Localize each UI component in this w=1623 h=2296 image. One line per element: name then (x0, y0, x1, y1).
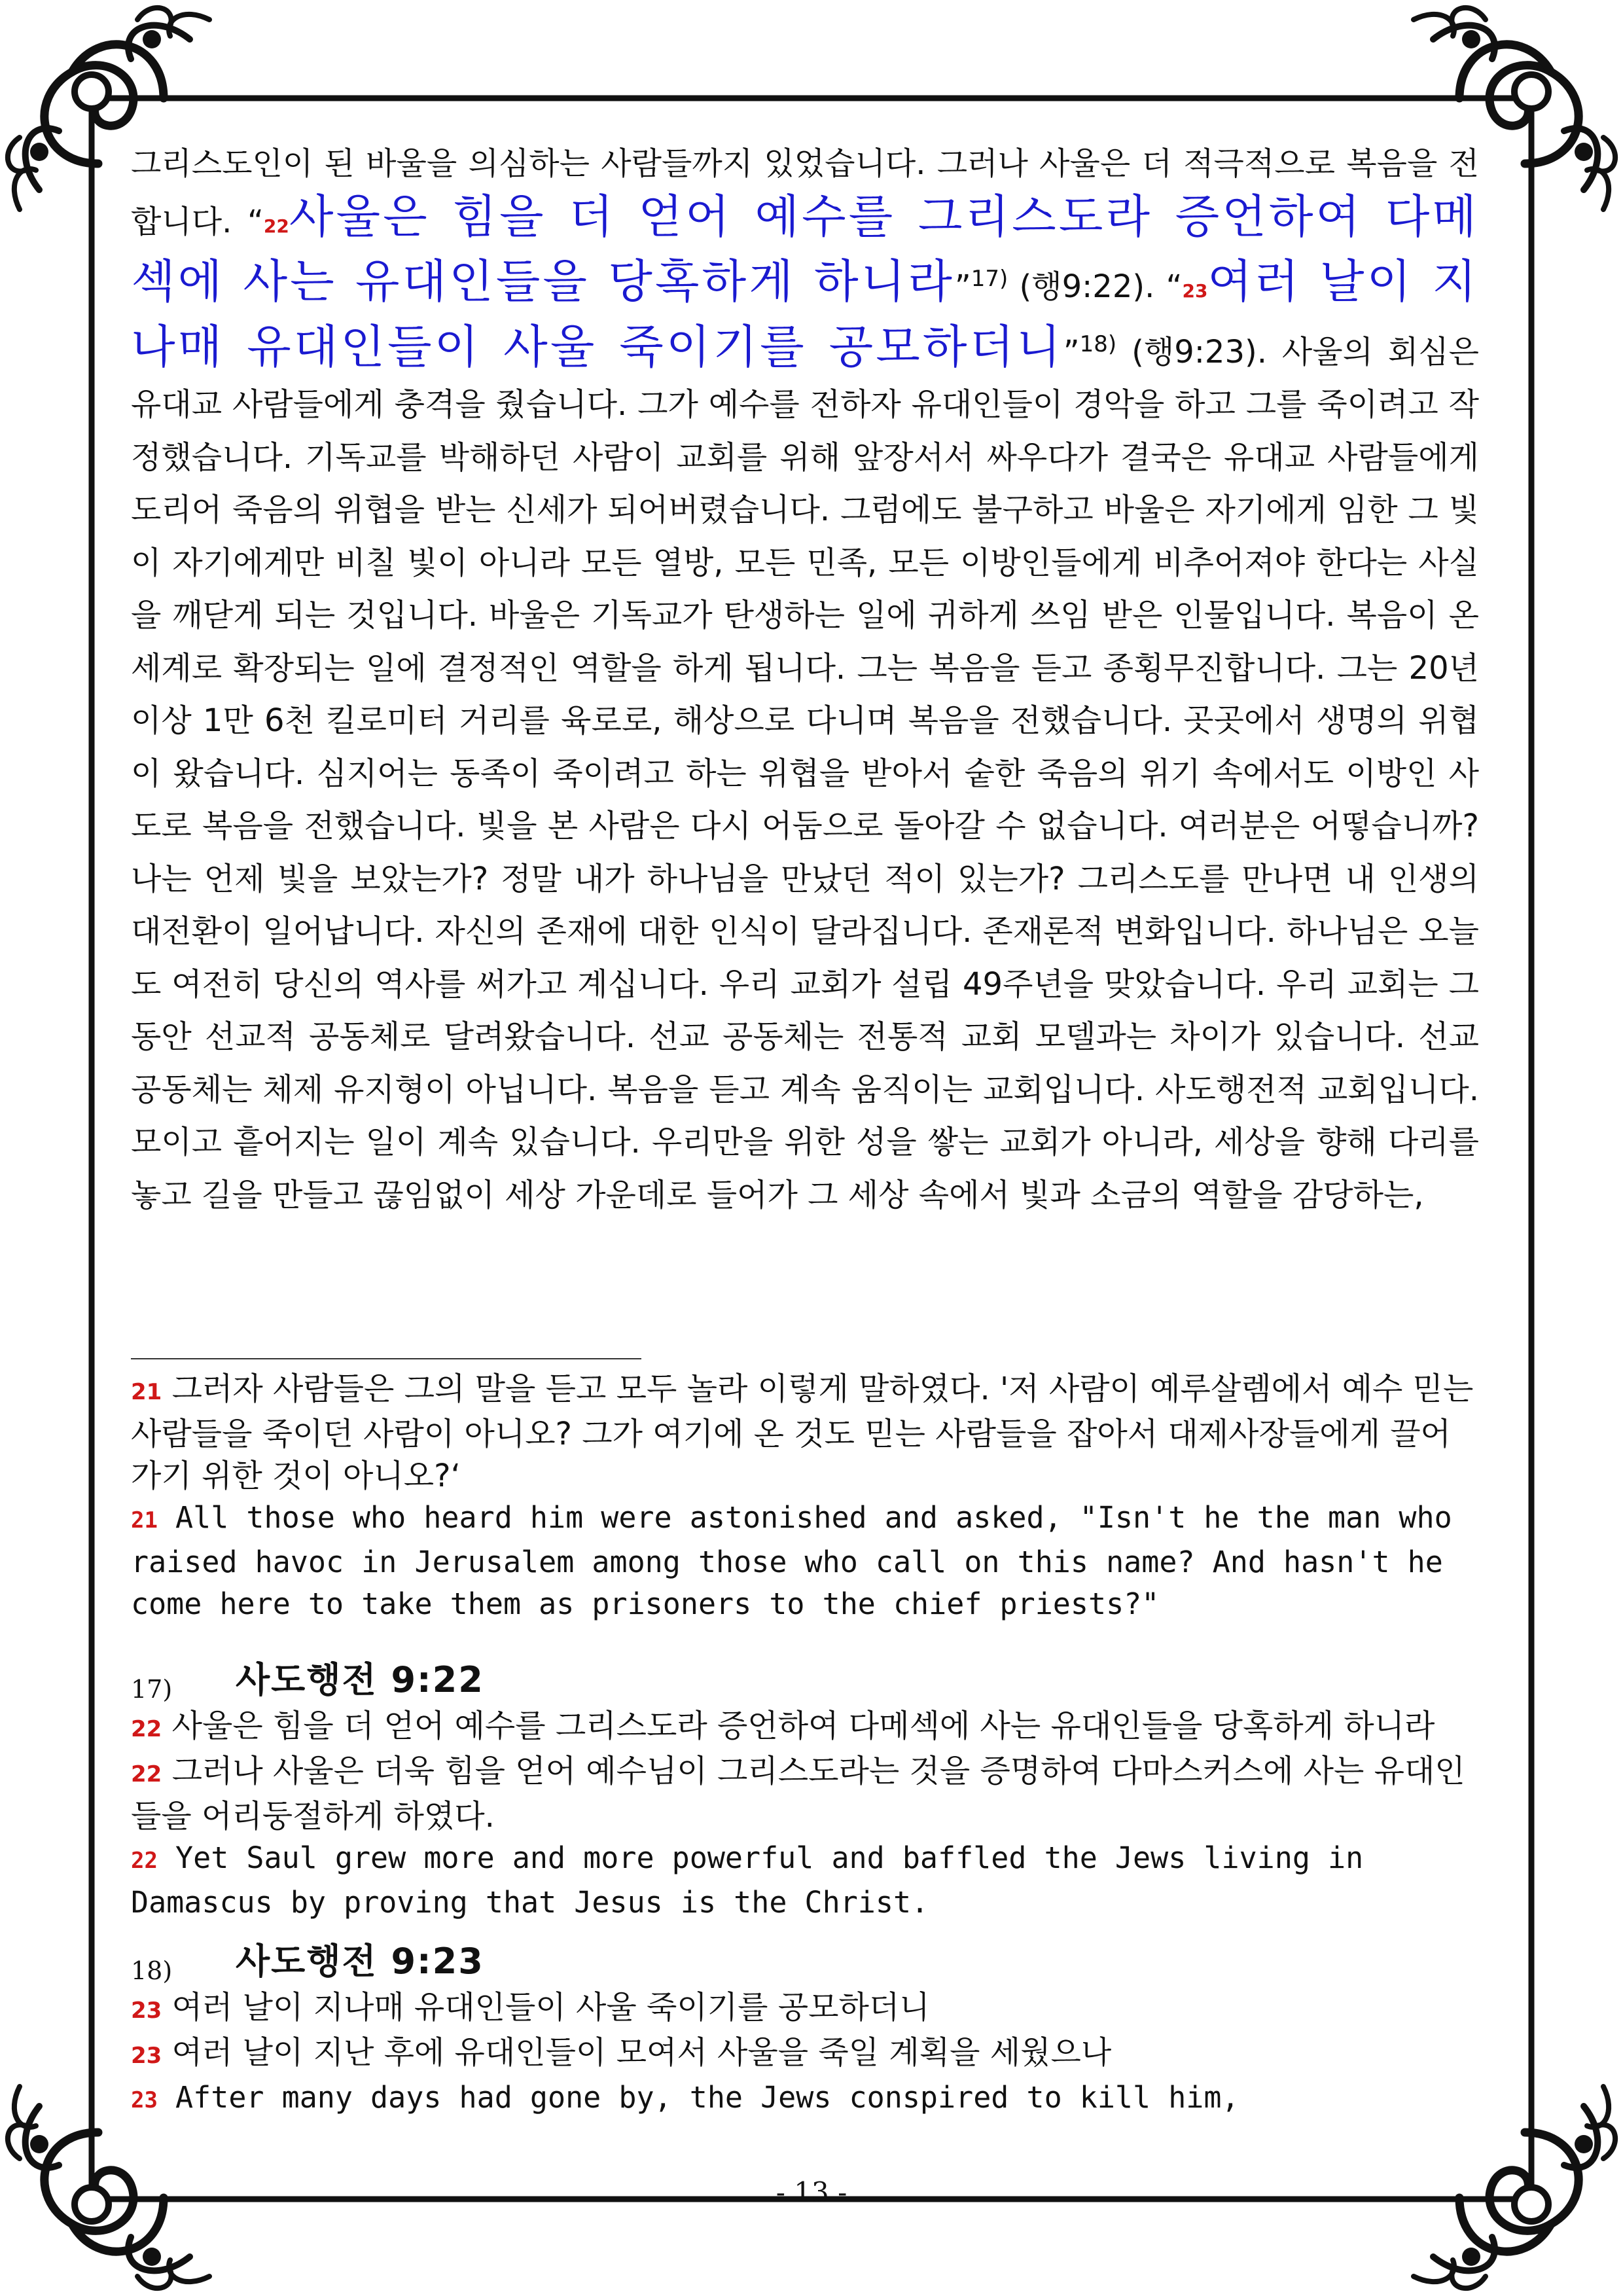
footnote-line (131, 2032, 1479, 2077)
verse-number: 22 (131, 1848, 158, 1874)
footnote-line (131, 2077, 1479, 2121)
footnote-heading (131, 1659, 1479, 1705)
footnote-marker[interactable]: 17) (971, 266, 1008, 292)
quote-mark: ” (1063, 333, 1080, 370)
verse-number: 21 (131, 1379, 162, 1405)
footnote-text: 사울은 힘을 더 얻어 예수를 그리스도라 증언하여 다메섹에 사는 유대인들을 당혹하게 하니라 (162, 1708, 1435, 1744)
scripture-quote: 여러 날이 지나매 유대인들이 사울 죽이기를 공모하더니 (131, 255, 1479, 374)
footnote-text: After many days had gone by, the Jews conspired to kill him, (157, 2080, 1240, 2115)
footnote-line (131, 1750, 1479, 1837)
footnote-text: 그러자 사람들은 그의 말을 듣고 모두 놀라 이렇게 말하였다. '저 사람이 예루살렘에서 예수 믿는 사람들을 죽이던 사람이 아니오? 그가 여기에 온 것도 믿는 사람들을 잡아서 대제사장들에게 끌어가기 위한 것이 아니오?‘ (131, 1371, 1474, 1494)
footnote-line (131, 1705, 1479, 1750)
verse-number: 22 (131, 1716, 162, 1742)
body-text: 사울의 회심은 유대교 사람들에게 충격을 줬습니다. 그가 예수를 전하자 유대인들이 경악을 하고 그를 죽이려고 작정했습니다. 기독교를 박해하던 사람이 교회를 위해 앞장서서 싸우다가 결국은 유대교 사람들에게 도리어 죽음의 위협을 받는 신세가 되어버렸습니다. 그럼에도 불구하고 바울은 자기에게 임한 그 빛이 자기에게만 비칠 빛이 아니라 모든 열방, 모든 민족, 모든 이방인들에게 비추어져야 한다는 사실을 깨닫게 되는 것입니다. 바울은 기독교가 탄생하는 일에 귀하게 쓰임 받은 인물입니다. 복음이 온 세계로 확장되는 일에 결정적인 역할을 하게 됩니다. 그는 복음을 듣고 종횡무진합니다. 그는 20년 이상 1만 6천 킬로미터 거리를 육로로, 해상으로 다니며 복음을 전했습니다. 곳곳에서 생명의 위협이 왔습니다. 심지어는 동족이 죽이려고 하는 위협을 받아서 숱한 죽음의 위기 속에서도 이방인 사도로 복음을 전했습니다. 빛을 본 사람은 다시 어둠으로 돌아갈 수 없습니다. 여러분은 어떻습니까? 나는 언제 빛을 보았는가? 정말 내가 하나님을 만났던 적이 있는가? 그리스도를 만나면 내 인생의 대전환이 일어납니다. 자신의 존재에 대한 인식이 달라집니다. 존재론적 변화입니다. 하나님은 오늘도 여전히 당신의 역사를 써가고 계십니다. 우리 교회가 설립 49주년을 맞았습니다. 우리 교회는 그동안 선교적 공동체로 달려왔습니다. 선교 공동체는 전통적 교회 모델과는 차이가 있습니다. 선교 공동체는 체제 유지형이 아닙니다. 복음을 듣고 계속 움직이는 교회입니다. 사도행전적 교회입니다. 모이고 흩어지는 일이 계속 있습니다. 우리만을 위한 성을 쌓는 교회가 아니라, 세상을 향해 다리를 놓고 길을 만들고 끊임없이 세상 가운데로 들어가 그 세상 속에서 빛과 소금의 역할을 감당하는, (131, 333, 1479, 1213)
footnote-number: 18) (131, 1956, 173, 1985)
footnote-18 (131, 1941, 1479, 2121)
footnote-text: All those who heard him were astonished and asked, "Isn't he the man who raised havoc in Jerusalem among those who call on this name? And hasn't he come here to take them as prisoners to the chief priests?" (131, 1500, 1452, 1621)
footnote-marker[interactable]: 18) (1079, 331, 1117, 357)
body-paragraph (131, 137, 1479, 1221)
verse-number: 22 (131, 1761, 162, 1787)
footnote-line (131, 1837, 1479, 1924)
scripture-reference: (행9:22). “ (1008, 268, 1183, 305)
footnote-17 (131, 1659, 1479, 1924)
footnote-line (131, 1986, 1479, 2032)
footnote-text: 여러 날이 지난 후에 유대인들이 모여서 사울을 죽일 계획을 세웠으나 (162, 2034, 1112, 2071)
footnote-text: Yet Saul grew more and more powerful and baffled the Jews living in Damascus by proving that Jesus is the Christ. (131, 1840, 1364, 1920)
main-body (131, 137, 1479, 1221)
footnote-divider (131, 1358, 641, 1359)
footnote-line-ko (131, 1368, 1479, 1497)
verse-number: 23 (131, 2043, 162, 2069)
footnote-line-en (131, 1497, 1479, 1625)
page-number: - 13 - (776, 2176, 847, 2208)
verse-number: 23 (131, 1998, 162, 2024)
footnote-continued (131, 1368, 1479, 1625)
footnote-number: 17) (131, 1675, 173, 1704)
verse-number: 23 (131, 2087, 158, 2113)
footnote-text: 여러 날이 지나매 유대인들이 사울 죽이기를 공모하더니 (162, 1989, 930, 2026)
verse-number: 23 (1182, 280, 1208, 302)
quote-mark: ” (954, 268, 971, 305)
footnote-text: 그러나 사울은 더욱 힘을 얻어 예수님이 그리스도라는 것을 증명하여 다마스커스에 사는 유대인들을 어리둥절하게 하였다. (131, 1753, 1465, 1835)
verse-number: 22 (263, 215, 289, 237)
footnote-heading (131, 1941, 1479, 1986)
scripture-quote: 사울은 힘을 더 얻어 예수를 그리스도라 증언하여 다메섹에 사는 유대인들을 당혹하게 하니라 (131, 189, 1479, 308)
body-text-lead: 그리스도인이 된 바울을 의심하는 사람들까지 있었습니다. 그러나 사울은 더 적극적으로 복음을 전합니다. “ (131, 145, 1479, 240)
footnote-title: 사도행전 9:22 (236, 1659, 484, 1700)
scripture-reference: (행9:23). (1116, 333, 1282, 370)
verse-number: 21 (131, 1507, 158, 1534)
footnote-title: 사도행전 9:23 (236, 1941, 484, 1982)
